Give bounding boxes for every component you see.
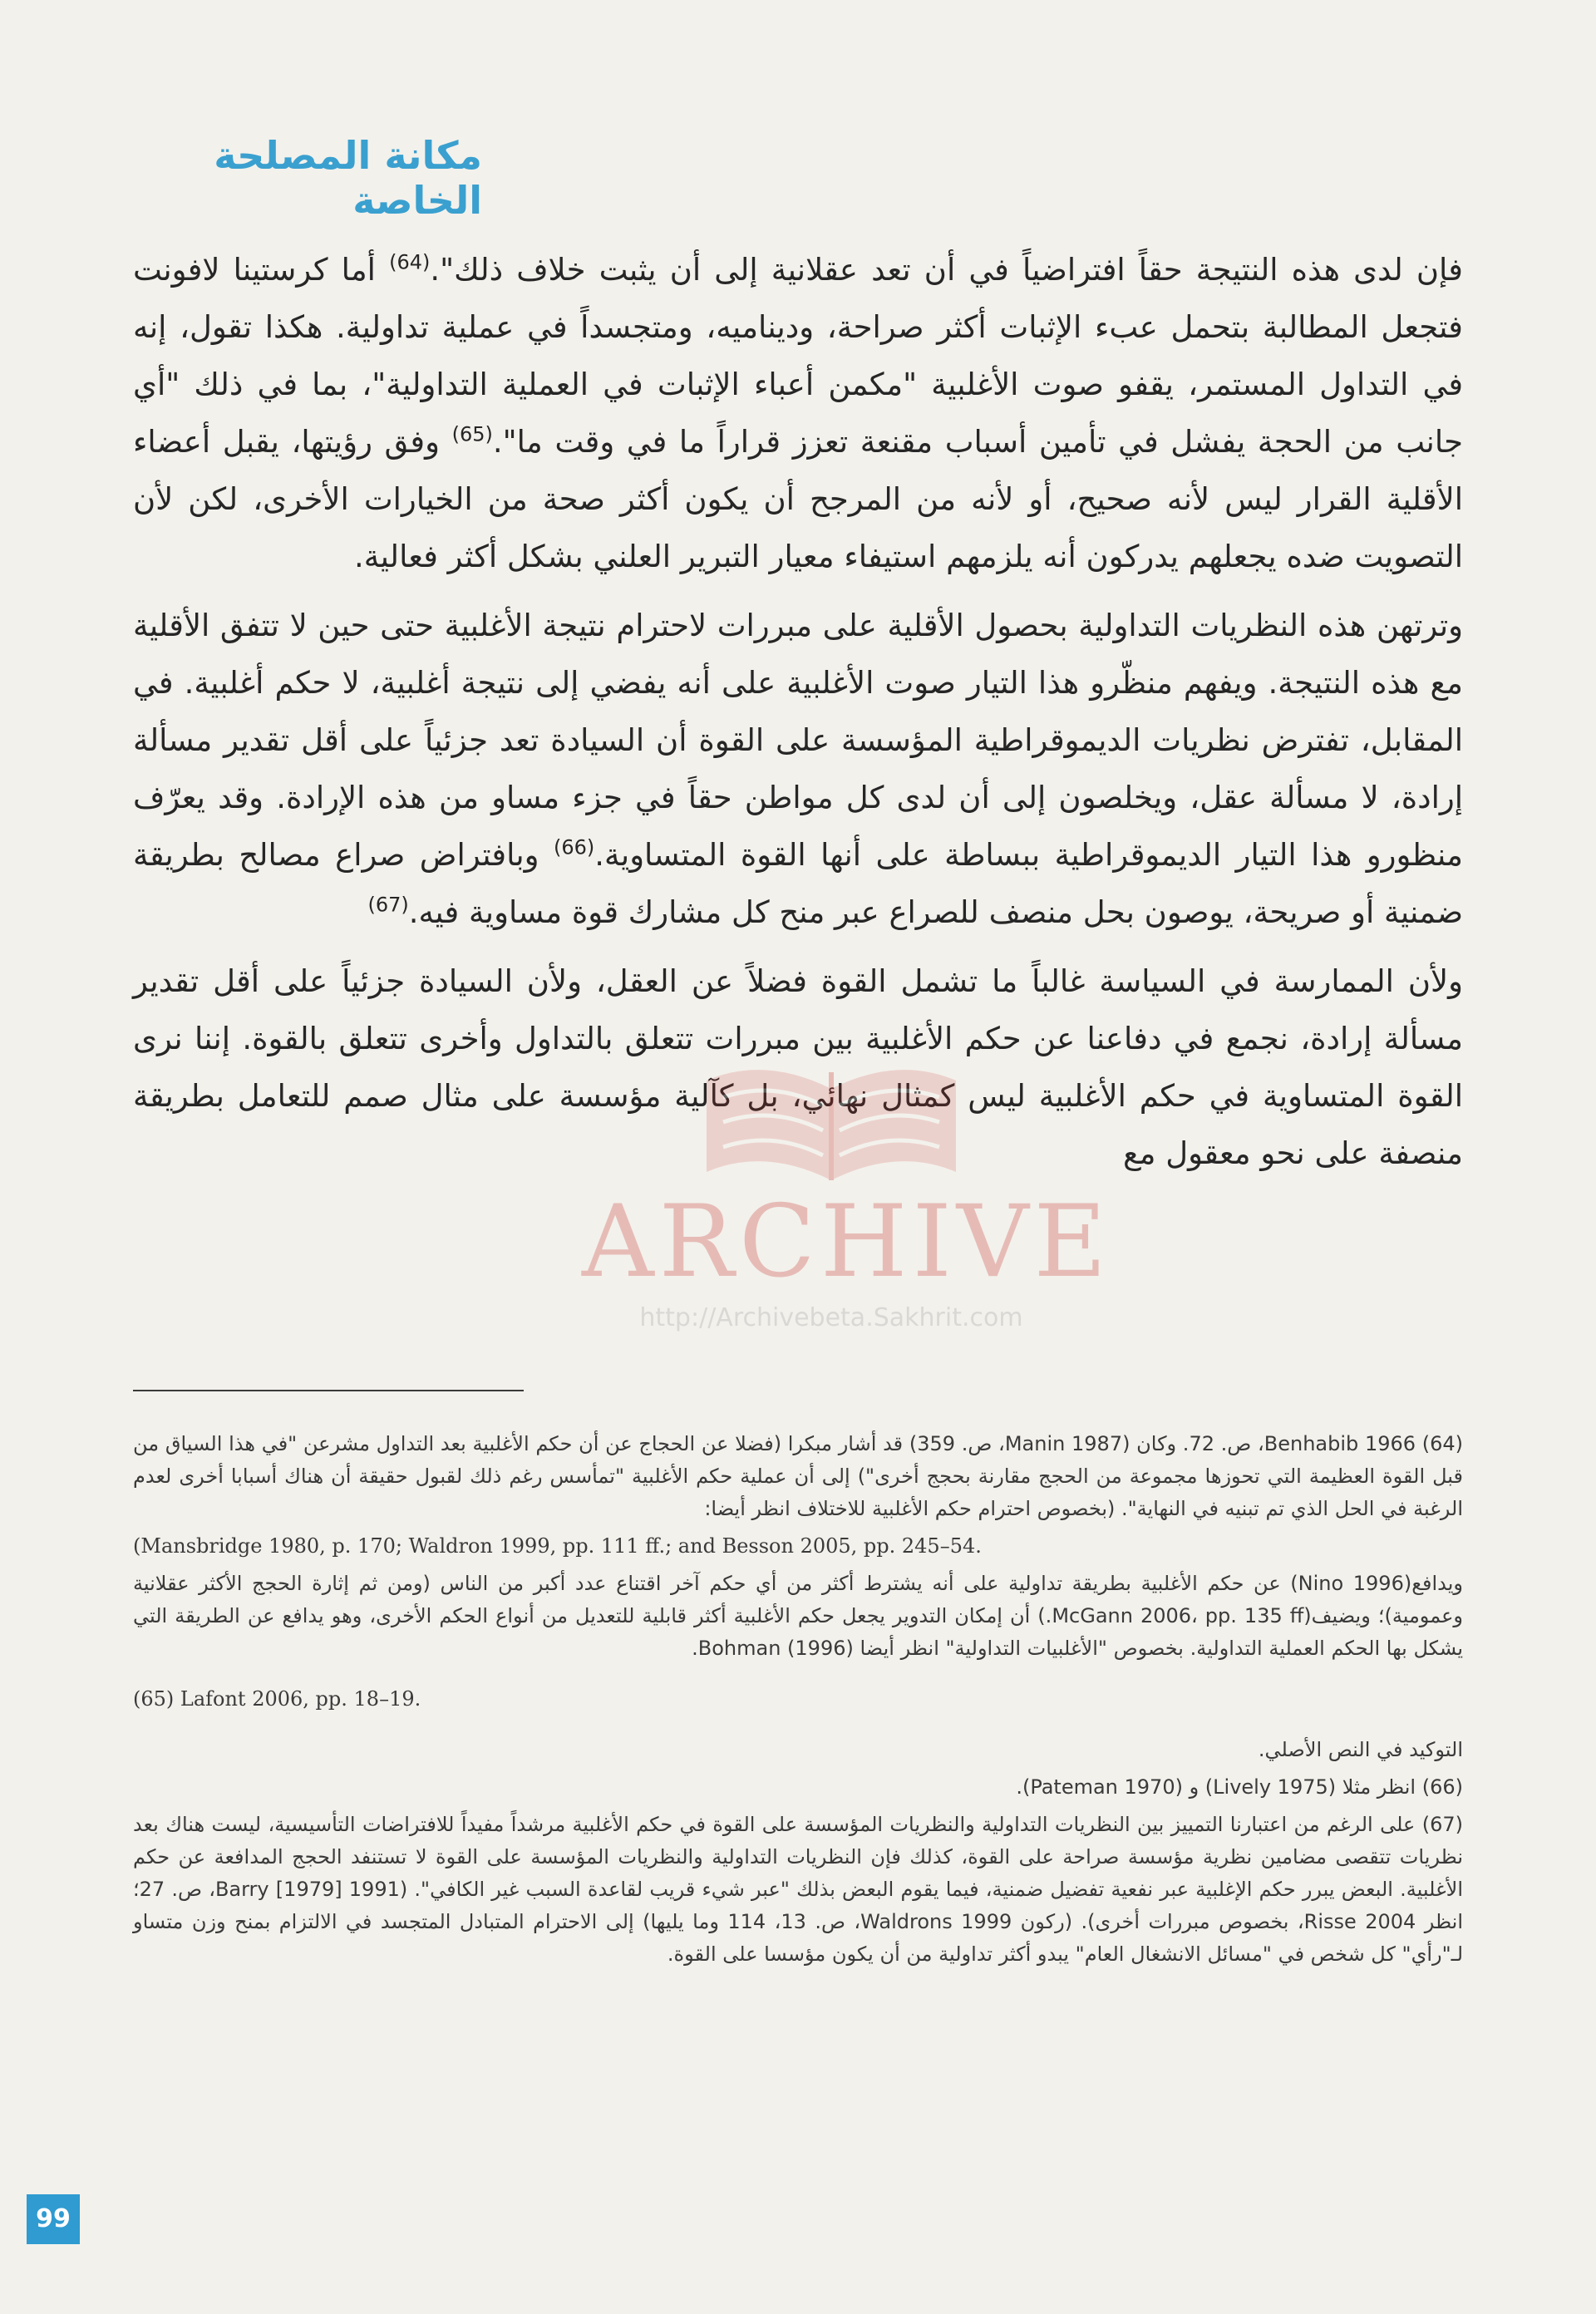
paragraph-2 xyxy=(133,597,1463,941)
paragraph-3: ولأن الممارسة في السياسة غالباً ما تشمل القوة فضلاً عن العقل، ولأن السيادة جزئياً على أقل تقدير مسألة إرادة، نجمع في دفاعنا عن حكم الأغلبية بين مبررات تتعلق بالتداول وأخرى تتعلق بالقوة. إننا نرى القوة المتساوية في حكم الأغلبية ليس كمثال نهائي، بل كآلية مؤسسة على مثال صمم للتعامل بطريقة منصفة على نحو معقول مع xyxy=(133,963,1463,1171)
paragraph-1 xyxy=(133,241,1463,585)
footnote-ref-67: (67) xyxy=(367,893,409,917)
footnote-ref-64: (64) xyxy=(389,250,431,274)
footnote-65: (65) Lafont 2006, pp. 18–19. xyxy=(133,1687,421,1711)
running-header-title: مكانة المصلحة الخاصة xyxy=(214,133,482,223)
footnote-66: (66) انظر مثلا (Lively 1975) و (Pateman 1970). xyxy=(1016,1775,1463,1799)
main-text xyxy=(133,241,1463,1194)
paragraph-2-text: وترتهن هذه النظريات التداولية بحصول الأقلية على مبررات لاحترام نتيجة الأغلبية حتى حين لا تتفق الأقلية مع هذه النتيجة. ويفهم منظّرو هذا التيار صوت الأغلبية على أنه يفضي إلى نتيجة أغلبية، لا حكم أغلبية. في المقابل، تفترض نظريات الديموقراطية المؤسسة على القوة أن السيادة تعد جزئياً على أقل تقدير مسألة إرادة، لا مسألة عقل، ويخلصون إلى أن لدى كل مواطن حقاً في جزء مساو من هذه الإرادة. وقد يعرّف منظورو هذا التيار الديموقراطية ببساطة على أنها القوة المتساوية. xyxy=(133,608,1463,873)
paragraph-2-end: وبافتراض صراع مصالح بطريقة ضمنية أو صريحة، يوصون بحل منصف للصراع عبر منح كل مشارك قوة مساوية فيه. xyxy=(133,837,1463,930)
footnote-divider xyxy=(133,1390,524,1391)
paragraph-1-cont: أما كرستينا لافونت فتجعل المطالبة بتحمل عبء الإثبات أكثر صراحة، وديناميه، ومتجسداً في عملية تداولية. هكذا تقول، إنه في التداول المستمر، يقفو صوت الأغلبية "مكمن أعباء الإثبات في العملية التداولية"، بما في ذلك "أي جانب من الحجة يفشل في تأمين أسباب مقنعة تعزز قراراً ما في وقت ما". xyxy=(133,252,1463,460)
paragraph-1-end: وفق رؤيتها، يقبل أعضاء الأقلية القرار ليس لأنه صحيح، أو لأنه من المرجح أن يكون أكثر صحة من الخيارات الأخرى، لكن لأن التصويت ضده يجعلهم يدركون أنه يلزمهم استيفاء معيار التبرير العلني بشكل أكثر فعالية. xyxy=(133,424,1463,574)
footnote-65-note: التوكيد في النص الأصلي. xyxy=(1258,1738,1463,1761)
footnote-67: (67) على الرغم من اعتبارنا التمييز بين النظريات التداولية والنظريات المؤسسة على القوة في حكم الأغلبية مرشداً مفيداً للافتراضات التأسيسية، ليست هناك بعد نظريات تتقصى مضامين نظرية مؤسسة صراحة على القوة، كذلك فإن النظريات التداولية والنظريات المؤسسة على القوة لا تستنفد الحجج المدافعة عن حكم الأغلبية. البعض يبرر حكم الإغلبية عبر نفعية تفضيل ضمنية، فيما يقوم البعض بذلك "عبر شيء قريب لقاعدة السبب غير الكافي". (Barry [1979] 1991، ص. 27؛ انظر Risse 2004، بخصوص مبررات أخرى). (ركون Waldrons 1999، ص. 13، 114 وما يليها) إلى الاحترام المتبادل المتجسد في الالتزام بمنح وزن متساو لـ"رأي" كل شخص في "مسائل الانشغال العام" يبدو أكثر تداولية من أن يكون مؤسسا على القوة. xyxy=(133,1813,1464,1966)
footnote-64-b: (Mansbridge 1980, p. 170; Waldron 1999, pp. 111 ff.; and Besson 2005, pp. 245–54. xyxy=(133,1534,982,1558)
footnote-ref-66: (66) xyxy=(554,835,595,859)
watermark-url: http://Archivebeta.Sakhrit.com xyxy=(639,1303,1023,1332)
page-number: 99 xyxy=(27,2194,80,2244)
paragraph-1-text: فإن لدى هذه النتيجة حقاً افتراضياً في أن تعد عقلانية إلى أن يثبت خلاف ذلك". xyxy=(430,252,1463,288)
footnote-ref-65: (65) xyxy=(451,422,493,446)
footnote-64-a: (64) Benhabib 1966، ص. 72. وكان (Manin 1987، ص. 359) قد أشار مبكرا (فضلا عن الحجاج عن أن حكم الأغلبية بعد التداول مشرعن "في هذا السياق من قبل القوة العظيمة التي تحوزها مجموعة من الحجج مقارنة بحجج أخرى") إلى أن عملية حكم الأغلبية "تمأسس رغم ذلك لقبول حقيقة أن هناك أسبابا أخرى لعدم الرغبة في الحل الذي تم تبنيه في النهاية". (بخصوص احترام حكم الأغلبية للاختلاف انظر أيضا: xyxy=(133,1432,1464,1520)
footnotes xyxy=(133,1428,1463,1976)
footnote-64-c: ويدافع(Nino 1996) عن حكم الأغلبية بطريقة تداولية على أنه يشترط أكثر من أي حكم آخر اقتناع عدد أكبر من الناس (ومن ثم إثارة الحجج الأكثر عقلانية وعمومية)؛ ويضيف(McGann 2006، pp. 135 ff.) أن إمكان التدوير يجعل حكم الأغلبية أكثر قابلية للتعديل من أنواع الحكم الأخرى، وهو يدافع عن الطريقة التي يشكل بها الحكم العملية التداولية. بخصوص "الأغلبيات التداولية" انظر أيضا (1996) Bohman. xyxy=(133,1572,1464,1660)
watermark-text: ARCHIVE xyxy=(582,1184,1112,1300)
